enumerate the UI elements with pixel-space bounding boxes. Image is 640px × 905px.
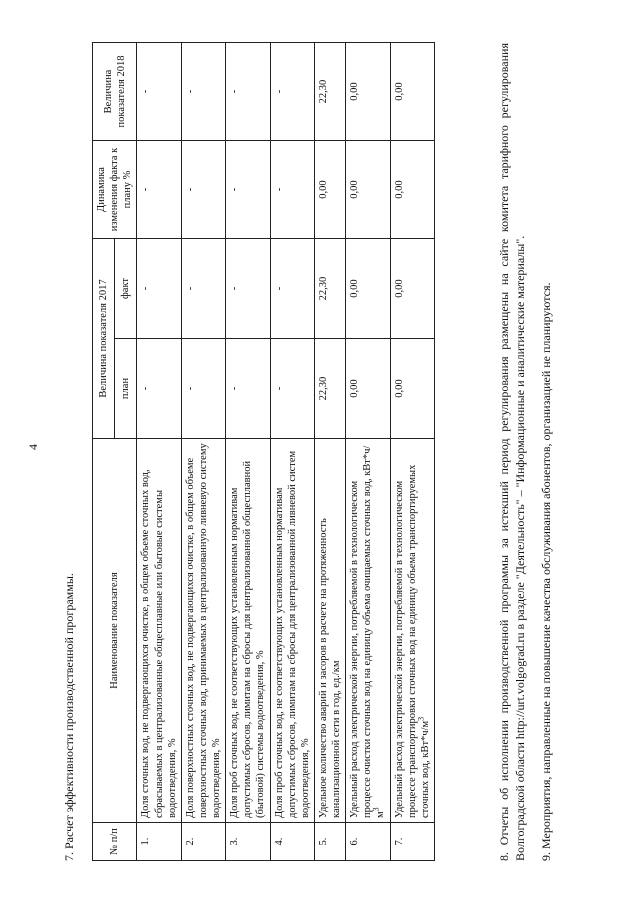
plan-value: -	[181, 339, 225, 439]
note-measures: 9. Мероприятия, направленные на повышение качества обслуживания абонентов, организацией не планируются.	[539, 282, 554, 861]
table-row	[137, 43, 181, 861]
note-reports: 8. Отчеты об исполнении производственной программы за истекший период регулирования размещены на сайте комитета тарифного регулирования Волгоградской области http://urt.volgograd.ru в разделе "Деятельность" – "Информационные и аналитические материалы".	[497, 43, 528, 861]
indicator-name: Удельное количество аварий и засоров в расчете на протяженность канализационной сети в год, ед./км	[314, 439, 345, 823]
indicator-name: Доля поверхностных сточных вод, не подвергающихся очистке, в общем объеме поверхностных сточных вод, принимаемых в централизованную ливневую систему водоотведения, %	[181, 439, 225, 823]
fact-value: 0,00	[390, 239, 434, 339]
unit-superscript: 3	[371, 807, 381, 812]
dynamics-value: 0,00	[346, 141, 390, 239]
indicator-name	[390, 439, 434, 823]
fact-value: 0,00	[346, 239, 390, 339]
indicator-name	[346, 439, 390, 823]
header-fact: факт	[115, 239, 137, 339]
plan-value: 0,00	[346, 339, 390, 439]
fact-value: -	[270, 239, 314, 339]
row-number: 6.	[346, 823, 390, 861]
dynamics-value: -	[181, 141, 225, 239]
plan-value: -	[270, 339, 314, 439]
row-number: 2.	[181, 823, 225, 861]
value-2018: 0,00	[390, 43, 434, 141]
fact-value: -	[226, 239, 270, 339]
table-row	[346, 43, 390, 861]
plan-value: 0,00	[390, 339, 434, 439]
row-number: 7.	[390, 823, 434, 861]
dynamics-value: -	[226, 141, 270, 239]
page-number: 4	[26, 444, 40, 450]
plan-value: -	[137, 339, 181, 439]
fact-value: 22,30	[314, 239, 345, 339]
row-number: 3.	[226, 823, 270, 861]
row-number: 1.	[137, 823, 181, 861]
unit-superscript: 3	[416, 716, 426, 721]
row-number: 5.	[314, 823, 345, 861]
indicator-name: Доля проб сточных вод, не соответствующих установленным нормативам допустимых сбросов, лимитам на сбросы для централизованной ливневой систем водоотведения, %	[270, 439, 314, 823]
table-row	[181, 43, 225, 861]
value-2018: -	[270, 43, 314, 141]
value-2018: -	[137, 43, 181, 141]
table-row	[270, 43, 314, 861]
section-heading: 7. Расчет эффективности производственной программы.	[62, 573, 76, 861]
indicator-name: Доля проб сточных вод, не соответствующих установленным нормативам допустимых сбросов, лимитам на сбросы для централизованной общесплавной (бытовой) системы водоотведения, %	[226, 439, 270, 823]
value-2018: 22,30	[314, 43, 345, 141]
value-2018: -	[226, 43, 270, 141]
plan-value: 22,30	[314, 339, 345, 439]
header-num: № п/п	[93, 823, 137, 861]
table-row	[226, 43, 270, 861]
row-number: 4.	[270, 823, 314, 861]
header-dynamics: Динамика изменения факта к плану %	[93, 141, 137, 239]
indicator-name-text: Удельный расход электрической энергии, потребляемой в технологическом процессе транспортировки сточных вод на единицу объема транспортируемых сточных вод, кВт*ч/м	[393, 464, 431, 818]
header-value-2017: Величина показателя 2017	[93, 239, 115, 439]
fact-value: -	[181, 239, 225, 339]
dynamics-value: -	[137, 141, 181, 239]
table-row	[314, 43, 345, 861]
dynamics-value: -	[270, 141, 314, 239]
indicator-name-text: Удельный расход электрической энергии, потребляемой в технологическом процессе очистки сточных вод на единицу объема очищаемых сточных вод, кВт*ч/м	[349, 445, 387, 818]
table-row	[390, 43, 434, 861]
value-2018: -	[181, 43, 225, 141]
header-name: Наименование показателя	[93, 439, 137, 823]
indicator-name: Доля сточных вод, не подвергающихся очистке, в общем объеме сточных вод, сбрасываемых в централизованные общесплавные или бытовые системы водоотведения, %	[137, 439, 181, 823]
value-2018: 0,00	[346, 43, 390, 141]
plan-value: -	[226, 339, 270, 439]
dynamics-value: 0,00	[390, 141, 434, 239]
header-value-2018: Величина показателя 2018	[93, 43, 137, 141]
header-plan: план	[115, 339, 137, 439]
dynamics-value: 0,00	[314, 141, 345, 239]
notes-section	[496, 43, 565, 861]
fact-value: -	[137, 239, 181, 339]
efficiency-table	[92, 42, 435, 861]
